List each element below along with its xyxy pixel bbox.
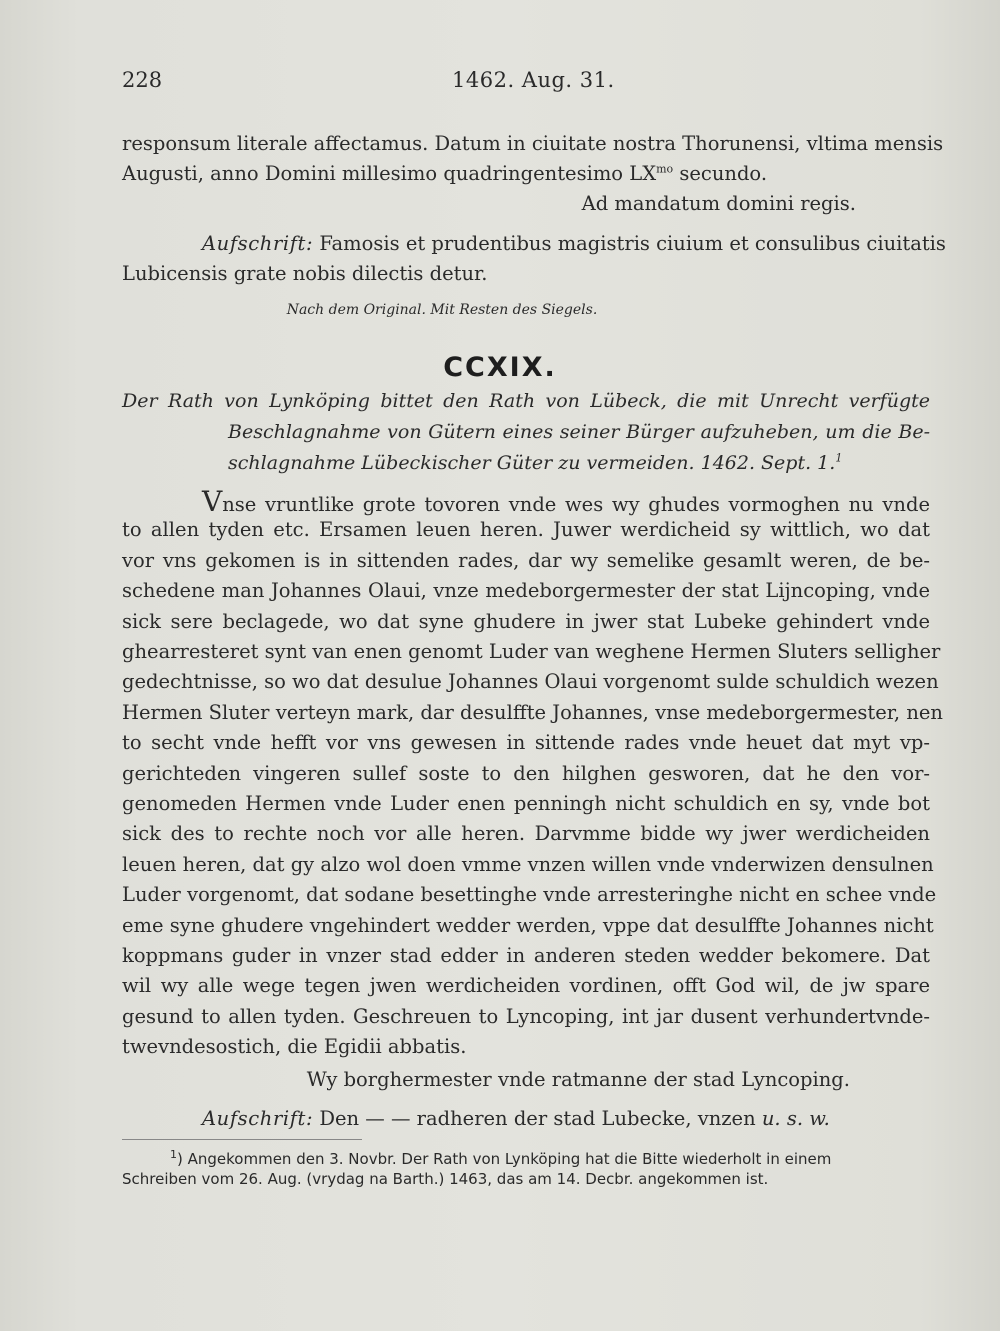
body-line: genomeden Hermen vnde Luder enen penningh nicht schuldich en sy, vnde bot [122, 792, 930, 815]
address-line: Lubicensis grate nobis dilectis detur. [122, 262, 488, 285]
text-line: responsum literale affectamus. Datum in ciuitate nostra Thorunensi, vltima mensis [122, 132, 944, 155]
summary-line: schlagnahme Lübeckischer Güter zu vermeiden. 1462. Sept. 1.$^1$ [228, 451, 843, 474]
document-number: CCXIX. [443, 352, 557, 383]
footnote-rule [122, 1139, 362, 1140]
signature-line: Wy borghermester vnde ratmanne der stad Lyncoping. [306, 1068, 850, 1091]
source-note: Nach dem Original. Mit Resten des Siegels. [286, 302, 598, 318]
summary-line: Beschlagnahme von Gütern eines seiner Bürger aufzuheben, um die Be- [228, 421, 930, 443]
body-line: Luder vorgenomt, dat sodane besettinghe vnde arresteringhe nicht en schee vnde [122, 883, 937, 907]
body-line: schedene man Johannes Olaui, vnze medeborgermester der stat Lijncoping, vnde [122, 579, 930, 603]
body-line: koppmans guder in vnzer stad edder in anderen steden wedder bekomere. Dat [122, 944, 930, 967]
body-line: sick sere beclagede, wo dat syne ghudere in jwer stat Lubeke gehindert vnde [122, 609, 930, 633]
body-line: eme syne ghudere vngehindert wedder werden, vppe dat desulffte Johannes nicht [122, 913, 934, 937]
address-line: Aufschrift: Den — — radheren der stad Lubecke, vnzen u. s. w. [202, 1107, 830, 1130]
address-line: Aufschrift: Famosis et prudentibus magistris ciuium et consulibus ciuitatis [202, 232, 946, 255]
body-line: vor vns gekomen is in sittenden rades, dar wy semelike gesamlt weren, de be- [122, 548, 930, 572]
body-line: gerichteden vingeren sullef soste to den hilghen gesworen, dat he den vor- [122, 761, 930, 785]
body-line: Hermen Sluter verteyn mark, dar desulffte Johannes, vnse medeborgermester, nen [122, 700, 943, 724]
body-line: sick des to rechte noch vor alle heren. Darvmme bidde wy jwer werdicheiden [122, 822, 930, 846]
mandate-line: Ad mandatum domini regis. [581, 192, 856, 215]
body-line: twevndesostich, die Egidii abbatis. [122, 1035, 467, 1059]
page-number: 228 [122, 68, 163, 92]
page-header [122, 68, 930, 98]
summary-line: Der Rath von Lynköping bittet den Rath von Lübeck, die mit Unrecht verfügte [122, 390, 930, 412]
body-line: to secht vnde hefft vor vns gewesen in sittende rades vnde heuet dat myt vp- [122, 731, 930, 755]
footnote-line: Schreiben vom 26. Aug. (vrydag na Barth.) 1463, das am 14. Decbr. angekommen ist. [122, 1170, 769, 1188]
body-line: to allen tyden etc. Ersamen leuen heren. Juwer werdicheid sy wittlich, wo dat [122, 518, 930, 542]
running-head: 1462. Aug. 31. [452, 68, 615, 92]
footnote-line: $^1$) Angekommen den 3. Novbr. Der Rath von Lynköping hat die Bitte wiederholt in einem [170, 1148, 832, 1168]
drop-capital: V [202, 485, 223, 518]
body-line: gesund to allen tyden. Geschreuen to Lyncoping, int jar dusent verhundertvnde- [122, 1004, 930, 1028]
body-line: Vnse vruntlike grote tovoren vnde wes wy ghudes vormoghen nu vnde [202, 485, 930, 518]
body-line: leuen heren, dat gy alzo wol doen vmme vnzen willen vnde vnderwizen densulnen [122, 852, 934, 876]
body-line: gedechtnisse, so wo dat desulue Johannes Olaui vorgenomt sulde schuldich wezen [122, 670, 939, 694]
text-line: Augusti, anno Domini millesimo quadringentesimo $LX^{mo}$ secundo. [122, 162, 768, 185]
body-line: wil wy alle wege tegen jwen werdicheiden vordinen, offt God wil, de jw spare [122, 974, 930, 998]
body-line: ghearresteret synt van enen genomt Luder van weghene Hermen Sluters selligher [122, 640, 941, 663]
